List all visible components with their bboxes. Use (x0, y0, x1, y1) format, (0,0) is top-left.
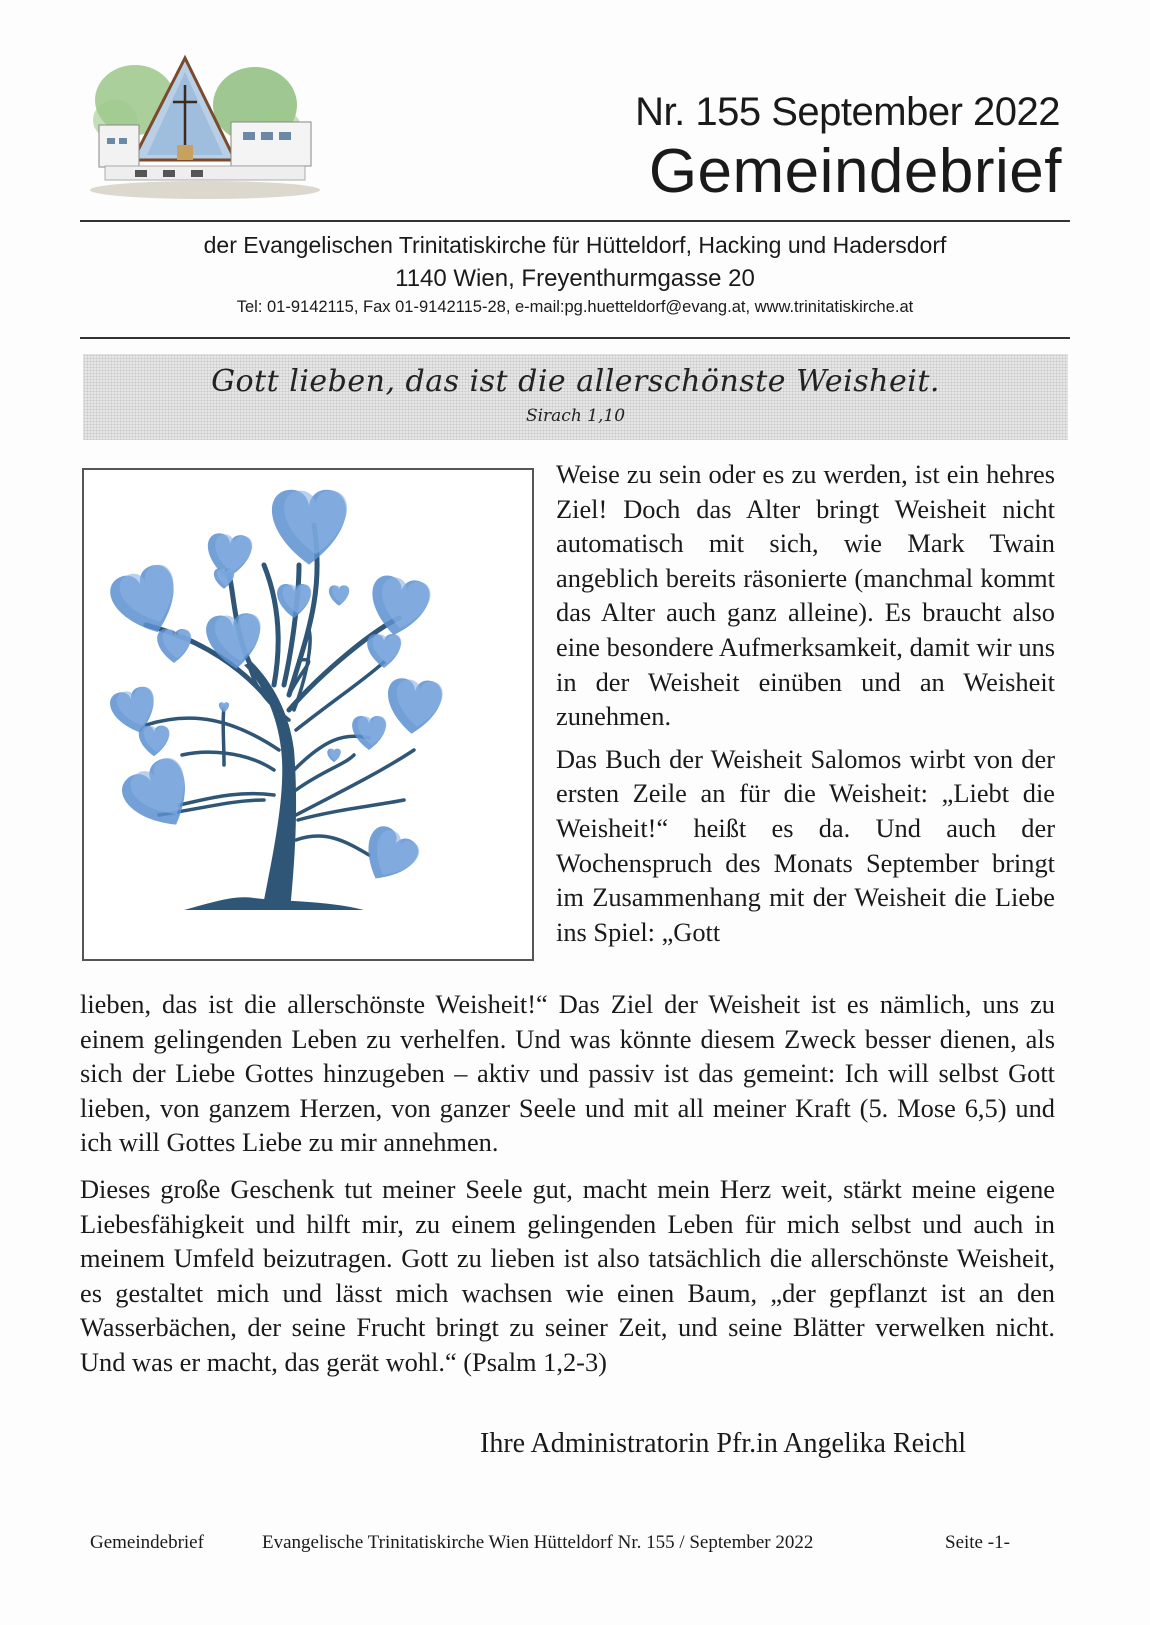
illustration-frame (82, 468, 534, 961)
heart-leaf-icon (157, 629, 191, 663)
heart-leaf-icon (205, 612, 264, 671)
tree-branch (182, 752, 274, 770)
verse-reference: Sirach 1,10 (525, 406, 626, 426)
heart-tree-icon (84, 470, 532, 959)
address: 1140 Wien, Freyenthurmgasse 20 (395, 265, 755, 292)
contact-divider (80, 337, 1070, 339)
verse-box (83, 354, 1068, 440)
heart-leaf-icon (327, 749, 341, 763)
tree-branch (298, 800, 404, 820)
heart-leaf-icon (385, 677, 444, 736)
contact-info: Tel: 01-9142115, Fax 01-9142115-28, e-mail:pg.huetteldorf@evang.at, www.trinitatiskirche.at (236, 298, 914, 316)
church-logo (85, 50, 325, 210)
heart-leaf-icon (219, 702, 229, 712)
heart-leaf-icon (352, 716, 386, 750)
monthly-verse: Gott lieben, das ist die allerschönste Weisheit. (211, 364, 940, 399)
header-divider (80, 220, 1070, 222)
tree-branch (264, 565, 278, 685)
heart-leaf-icon (106, 560, 189, 643)
heart-leaf-icon (367, 634, 401, 668)
tree-branch (296, 836, 369, 855)
article-paragraph-2-end: lieben, das ist die allerschönste Weisheit!“ Das Ziel der Weisheit ist es nämlich, uns zu einem gelingenden Leben zu verhelfen. Und was könnte diesem Zweck besser dienen, als sich der Liebe Gottes hinzugeben – aktiv und passiv ist das gemeint: Ich will selbst Gott lieben, von ganzem Herzen, von ganzer Seele und mit all meiner Kraft (5. Mose 6,5) und ich will Gottes Liebe zu mir annehmen. (80, 989, 1055, 1158)
tree-branch (223, 708, 224, 765)
heart-leaf-icon (139, 726, 170, 757)
footer-center: Evangelische Trinitatiskirche Wien Hütteldorf Nr. 155 / September 2022 (262, 1532, 814, 1553)
heart-leaf-icon (272, 490, 347, 565)
issue-number: Nr. 155 September 2022 (635, 90, 1060, 134)
article-paragraph-2-start: Das Buch der Weisheit Salomos wirbt von der ersten Zeile an für die Weisheit: „Liebt die Weisheit!“ heißt es da. Und auch der Wochenspruch des Monats September bringt im Zusammenhang mit der Weisheit die Liebe ins Spiel: „Gott (556, 743, 1055, 947)
heart-leaf-icon (354, 822, 424, 892)
article-column-right (556, 457, 1055, 949)
footer-left: Gemeindebrief (90, 1532, 204, 1553)
article-paragraph-1: Weise zu sein oder es zu werden, ist ein hehres Ziel! Doch das Alter bringt Weisheit nicht automatisch mit sich, wie Mark Twain angeblich bereits räsonierte (manchmal kommt das Alter auch ganz alleine). Es braucht also eine besondere Aufmerksamkeit, damit wir uns in der Weisheit einüben und an Weisheit zunehmen. (556, 459, 1055, 732)
newsletter-title: Gemeindebrief (648, 137, 1062, 206)
article-column-full (80, 987, 1055, 1392)
footer-page-number: Seite -1- (945, 1532, 1010, 1553)
church-watercolor-icon (85, 50, 325, 210)
article-paragraph-3: Dieses große Geschenk tut meiner Seele gut, macht mein Herz weit, stärkt meine eigene Liebesfähigkeit und hilft mir, zu einem gelingenden Leben für mich selbst und auch in meinem Umfeld beizutragen. Gott zu lieben ist also tatsächlich die allerschönste Weisheit, es gestaltet mich und lässt mich wachsen wie einen Baum, „der gepflanzt ist an den Wasserbächen, der seine Frucht bringt zu seiner Zeit, und seine Blätter verwelken nicht. Und was er macht, das gerät wohl.“ (Psalm 1,2-3) (80, 1173, 1055, 1377)
heart-leaf-icon (329, 585, 350, 605)
tree-branch (296, 750, 414, 815)
heart-leaf-icon (116, 752, 205, 840)
signature: Ihre Administratorin Pfr.in Angelika Reichl (480, 1428, 967, 1459)
heart-leaf-icon (277, 584, 311, 618)
organization-name: der Evangelischen Trinitatiskirche für Hütteldorf, Hacking und Hadersdorf (203, 232, 947, 258)
